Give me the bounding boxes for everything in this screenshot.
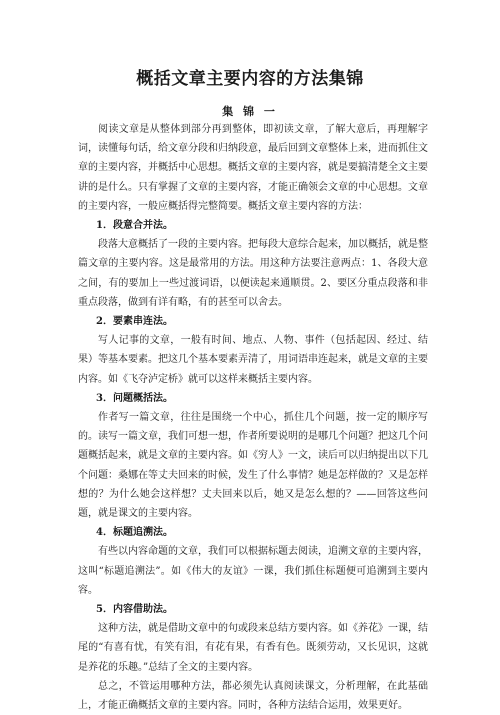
section-heading-2: 2．要素串连法。 — [96, 316, 173, 328]
document-subtitle: 集 锦 一 — [222, 105, 278, 118]
section-body-4: 有些以内容命题的文章，我们可以根据标题去阅读，追溯文章的主要内容，这叫“标题追溯法”。如《伟大的友谊》一课，我们抓住标题便可追溯到主要内容。 — [78, 546, 428, 596]
section-body-2: 写人记事的文章，一般有时间、地点、人物、事件（包括起因、经过、结果）等基本要素。把这几个基本要素弄清了，用词语串连起来，就是文章的主要内容。如《飞夺泸定桥》就可以这样来概括主要内容。 — [78, 335, 428, 385]
section-heading-3: 3．问题概括法。 — [96, 392, 173, 404]
intro-paragraph: 阅读文章是从整体到部分再到整体，即初读文章，了解大意后，再理解字词，读懂每句话，给文章分段和归纳段意，最后回到文章整体上来，进而抓住文章的主要内容，并概括中心思想。概括文章的主要内容，就是要搞清楚全文主要讲的是什么。只有掌握了文章的主要内容，才能正确领会文章的中心思想。文章的主要内容，一般应概括得完整简要。概括文章主要内容的方法： — [78, 124, 428, 212]
conclusion-paragraph: 总之，不管运用哪种方法，都必须先认真阅读课文，分析理解，在此基础上，才能正确概括文章的主要内容。同时，各种方法结合运用，效果更好。 — [78, 680, 428, 712]
section-heading-4: 4．标题追溯法。 — [96, 527, 173, 539]
section-heading-5: 5．内容借助法。 — [96, 604, 173, 616]
section-body-3: 作者写一篇文章，往往是围绕一个中心，抓住几个问题，按一定的顺序写的。读写一篇文章，我们可想一想，作者所要说明的是哪几个问题？把这几个问题概括起来，就是文章的主要内容。如《穷人》一文，读后可以归纳提出以下几个问题：桑娜在等丈夫回来的时候，发生了什么事情？她是怎样做的？又是怎样想的？为什么她会这样想？丈夫回来以后，她又是怎么想的？——回答这些问题，就是课文的主要内容。 — [78, 412, 428, 520]
document-title: 概括文章主要内容的方法集锦 — [136, 69, 364, 89]
document-body — [78, 120, 428, 715]
section-body-1: 段落大意概括了一段的主要内容。把每段大意综合起来，加以概括，就是整篇文章的主要内容。这是最常用的方法。用这种方法要注意两点：1、各段大意之间，有的要加上一些过渡词语，以便读起来通顺贯。2、要区分重点段落和非重点段落，做到有详有略，有的甚至可以舍去。 — [78, 239, 428, 308]
section-body-5: 这种方法，就是借助文章中的句或段来总结方要内容。如《养花》一课，结尾的“有喜有忧，有笑有泪，有花有果，有香有色。既须劳动，又长见识，这就是养花的乐趣。”总结了全文的主要内容。 — [78, 623, 428, 673]
section-heading-1: 1．段意合并法。 — [96, 220, 173, 232]
